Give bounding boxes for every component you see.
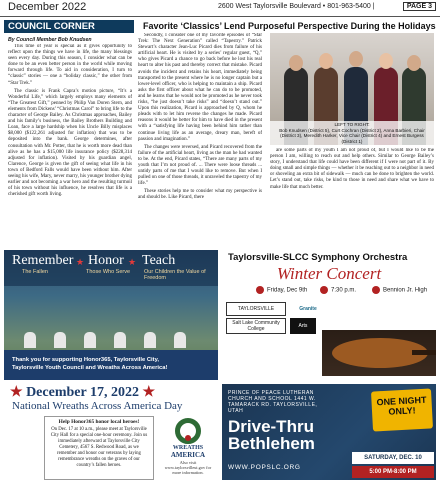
star-icon: ★ [10, 385, 27, 400]
symphony-ad [222, 250, 436, 380]
honor365-ad [4, 250, 218, 380]
article-paragraph: These stories help me to consider what my perspective is and should be. Like Picard, there [138, 189, 262, 201]
wreath-icon [175, 418, 201, 444]
event-date: SATURDAY, DEC. 10 [352, 452, 434, 464]
church-name: PRINCE OF PEACE LUTHERAN CHURCH AND SCHOOL 1441 W. TAMARACK RD. TAYLORSVILLE, UTAH [228, 390, 318, 414]
council-corner-badge: COUNCIL CORNER [4, 20, 134, 33]
wreaths-date: ★ December 17, 2022 ★ [10, 385, 155, 400]
teach-sub: Our Children the Value of Freedom [144, 269, 206, 281]
article-column-2 [138, 33, 262, 244]
teach-word: Teach [142, 253, 176, 268]
clock-icon [320, 286, 328, 294]
page-number: PAGE 3 [403, 2, 436, 11]
concert-day: Friday, Dec 9th [256, 286, 307, 294]
remember-word: Remember [12, 253, 74, 268]
wreaths-logo: WREATHS AMERICA Also visit www.taylorsvilleut.gov for more information. [160, 418, 216, 478]
one-night-badge: ONE NIGHT ONLY! [371, 388, 433, 431]
wreaths-title: National Wreaths Across America Day [12, 400, 183, 412]
article-column-3 [270, 148, 434, 244]
granite-logo: Granite [299, 306, 317, 312]
photo-caption: LEFT TO RIGHT: Bob Knudsen (District 5), Curt Cochran (District 2), Anna Barbieri, Chair (District 3), Meredith Harker, Vice Chair (District 4) and Ernest Burgess (District 1) [270, 121, 434, 145]
calendar-icon [256, 286, 264, 294]
article-column-1 [8, 44, 132, 244]
remember-sub: The Fallen [22, 269, 48, 275]
star-icon: ★ [128, 257, 137, 267]
star-icon: ★ [76, 257, 85, 267]
council-photo [270, 33, 434, 145]
honor-word: Honor [88, 253, 124, 268]
article-paragraph: Secondly, I consider one of my favorite episodes of “Star Trek: The Next Generation” called “Tapestry.” Patrick Stewart’s character Jean-Luc Picard dies from failure of his artificial heart. He is visited by a series’ regular guest, “Q,” who gives Picard a chance to go back before he lost his real heart to alter his past and thereby correct that mistake. Picard avoids the incident and retains his heart, immediately being transported to the present where he is no longer captain but a lower-level officer, who is helping to maintain a ship. Picard asks the first officer about what he can do to be promoted, and he learns that he would not be promoted as he never took risks, “he just doesn’t take risks” and “doesn’t stand out.” Upon this realization, Picard is approached by Q, whom he pleads with to let him reverse the changes he made. Picard reasons it would be better for him to have died in the present with a “satisfying life having been behind him rather than continue living life as an average, dreary man, bereft of passion and imagination.” [138, 33, 262, 142]
article-byline: By Council Member Bob Knudsen [8, 37, 92, 43]
slcc-logo: Salt Lake Community College [226, 318, 286, 334]
thank-you-band: Thank you for supporting Honor365, Taylorsville City, Taylorsville Youth Council and Wreaths Across America! [4, 350, 218, 380]
location-icon [372, 286, 380, 294]
page-header [0, 0, 440, 17]
honor-sub: Those Who Serve [86, 269, 131, 275]
taylorsville-logo: TAYLORSVILLE [226, 302, 286, 316]
city-address: 2600 West Taylorsville Boulevard • 801-963-5400 | [218, 3, 375, 10]
church-website: WWW.POPSLC.ORG [228, 464, 301, 471]
symphony-title: Taylorsville-SLCC Symphony Orchestra [228, 252, 408, 263]
drive-thru-title: Drive-Thru Bethlehem [228, 417, 315, 453]
article-paragraph: This time of year is special as it gives opportunity to reflect upon the things we have in life, the many blessings seen every day. During this season, I consider what can be done to be an even better person in the world while moving forward through life. To aid in consideration, I turn to “classic” stories — one a “holiday classic,” the other from “Star Trek.” [8, 44, 132, 86]
wreaths-info-box: Help Honor365 honor local heroes! On Dec. 17 at 10 a.m., please meet at Taylorsville City Hall for a special one-hour ceremony. Join us immediately afterward at Taylorsville City Cemetery, 4567 S. Redwood Road, as we remember and honor our veterans by laying remembrance wreaths on the graves of our country’s fallen heroes. [44, 416, 154, 480]
winter-concert-title: Winter Concert [276, 264, 382, 283]
star-icon: ★ [138, 385, 155, 400]
issue-date: December 2022 [8, 1, 87, 13]
article-paragraph: The classic is Frank Capra’s motion picture, “It’s a Wonderful Life,” which largely employs many elements of “The Greatest Gift,” penned by Philip Van Doren Stern, and elements from Dickens’ “Christmas Carol” to bring life to the character of George Bailey. As Christmas approaches, Bailey and his family’s business, the Bailey Brothers Building and Loan, face a large hardship when his Uncle Billy misplaces $8,000 ($122,261 adjusted for inflation) that was to be deposited into the bank. George determines, after consultation with Mr. Potter, that he is worth more dead than alive as he has a $15,000 life insurance policy ($228,314 adjusted for inflation). Visited by his guardian angel, Clarence, George is given the gift of seeing what life in his town of Bedford Falls would have been without him. After seeing his wife, Mary, never marry, his younger brother dying earlier and not becoming a war hero and the resulting turmoil of his town without his influence, he resolves that life is a cherished gift worth living. [8, 88, 132, 198]
concert-time: 7:30 p.m. [320, 286, 356, 294]
arts-logo: Arts [290, 318, 316, 334]
drive-thru-ad [222, 384, 436, 480]
event-time: 5:00 PM-8:00 PM [352, 466, 434, 478]
article-paragraph: The changes were reversed, and Picard recovered from the failure of the artificial heart, living as the man he had wanted to be. At the end, Picard states, “There are many parts of my youth that I’m not proud of. ... There were loose threads ... untidy parts of me that I would like to remove. But when I pulled on one of those threads, it unraveled the tapestry of my life.” [138, 144, 262, 187]
wreaths-ad [4, 384, 218, 480]
article-paragraph: are some parts of my youth I am not proud of, but I would like to be the person I am, willing to reach out and help others. Similar to George Bailey’s story, I understand that life could have been different if I were not part of it. By doing small and simple things — whether it be reaching out to a neighbor in need or shoveling an extra bit of sidewalk — much can be done to brighten the world. Let’s stand out, take risks, be kind to those in need and share what we have to make life that much better. [270, 148, 434, 190]
concert-venue: Bennion Jr. High [372, 286, 427, 294]
violin-image [322, 330, 436, 376]
article-headline: Favorite ‘Classics’ Lend Purposeful Perspective During the Holidays [143, 21, 436, 31]
